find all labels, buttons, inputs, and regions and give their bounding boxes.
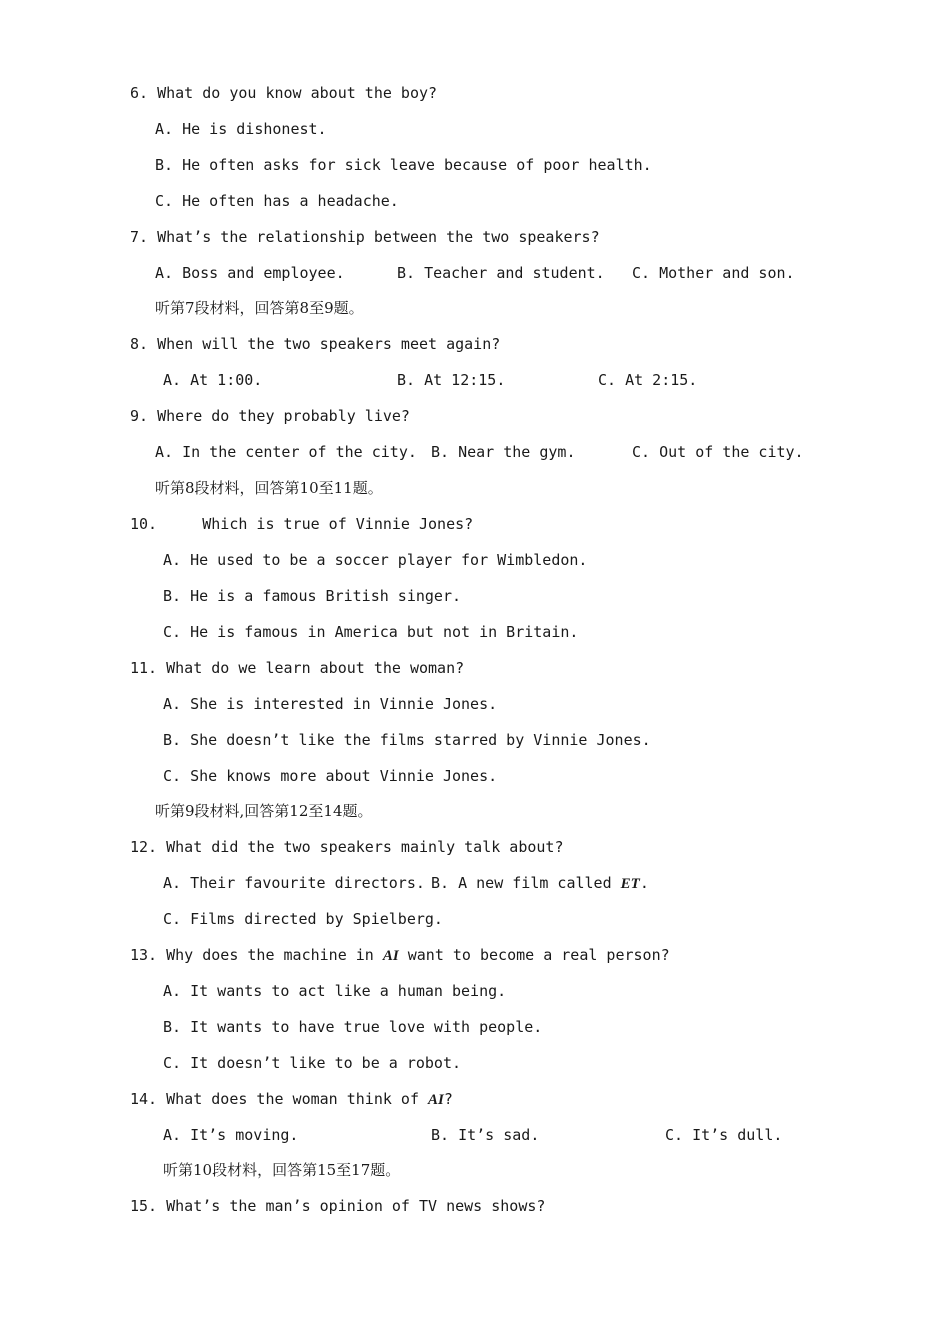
option-14a: A. It’s moving. — [163, 1126, 299, 1144]
option-12b-title: ET — [620, 876, 640, 892]
option-12b — [431, 873, 649, 893]
question-14-title: AI — [428, 1092, 444, 1108]
option-9c: C. Out of the city. — [632, 443, 804, 461]
option-8a: A. At 1:00. — [163, 371, 263, 389]
question-6: 6. What do you know about the boy? — [130, 84, 438, 102]
question-12: 12. What did the two speakers mainly talk about? — [130, 838, 564, 856]
option-7c: C. Mother and son. — [632, 264, 795, 282]
option-7b: B. Teacher and student. — [397, 264, 605, 282]
option-6a: A. He is dishonest. — [155, 120, 327, 138]
option-10b: B. He is a famous British singer. — [163, 587, 462, 605]
question-11: 11. What do we learn about the woman? — [130, 659, 465, 677]
option-10c: C. He is famous in America but not in Britain. — [163, 623, 579, 641]
option-14c: C. It’s dull. — [665, 1126, 783, 1144]
section-instruction-7: 听第7段材料，回答第8至9题。 — [155, 299, 364, 317]
question-13-title: AI — [382, 948, 399, 964]
option-7a: A. Boss and employee. — [155, 264, 345, 282]
section-instruction-8: 听第8段材料，回答第10至11题。 — [155, 479, 383, 497]
question-14-end: ? — [443, 1090, 453, 1108]
option-13a: A. It wants to act like a human being. — [163, 982, 507, 1000]
option-11a: A. She is interested in Vinnie Jones. — [163, 695, 498, 713]
section-instruction-9: 听第9段材料,回答第12至14题。 — [155, 802, 373, 820]
question-7: 7. What’s the relationship between the two speakers? — [130, 228, 600, 246]
question-15: 15. What’s the man’s opinion of TV news shows? — [130, 1197, 546, 1215]
question-13 — [130, 945, 670, 965]
option-12b-end: . — [639, 874, 649, 892]
question-14-text: 14. What does the woman think of — [130, 1090, 429, 1108]
option-6b: B. He often asks for sick leave because of poor health. — [155, 156, 652, 174]
option-11b: B. She doesn’t like the films starred by Vinnie Jones. — [163, 731, 651, 749]
option-12b-text: B. A new film called — [431, 874, 621, 892]
option-11c: C. She knows more about Vinnie Jones. — [163, 767, 498, 785]
question-10: 10. Which is true of Vinnie Jones? — [130, 515, 474, 533]
option-13b: B. It wants to have true love with people. — [163, 1018, 543, 1036]
question-9: 9. Where do they probably live? — [130, 407, 410, 425]
section-instruction-10: 听第10段材料，回答第15至17题。 — [163, 1161, 401, 1179]
question-13-text: 13. Why does the machine in — [130, 946, 383, 964]
option-14b: B. It’s sad. — [431, 1126, 540, 1144]
option-12a: A. Their favourite directors. — [163, 874, 425, 892]
option-13c: C. It doesn’t like to be a robot. — [163, 1054, 462, 1072]
option-8b: B. At 12:15. — [397, 371, 506, 389]
option-9a: A. In the center of the city. — [155, 443, 417, 461]
question-14 — [130, 1089, 453, 1109]
question-13-end: want to become a real person? — [398, 946, 670, 964]
option-9b: B. Near the gym. — [431, 443, 576, 461]
option-10a: A. He used to be a soccer player for Wimbledon. — [163, 551, 588, 569]
question-8: 8. When will the two speakers meet again? — [130, 335, 501, 353]
option-6c: C. He often has a headache. — [155, 192, 399, 210]
option-8c: C. At 2:15. — [598, 371, 698, 389]
option-12c: C. Films directed by Spielberg. — [163, 910, 443, 928]
